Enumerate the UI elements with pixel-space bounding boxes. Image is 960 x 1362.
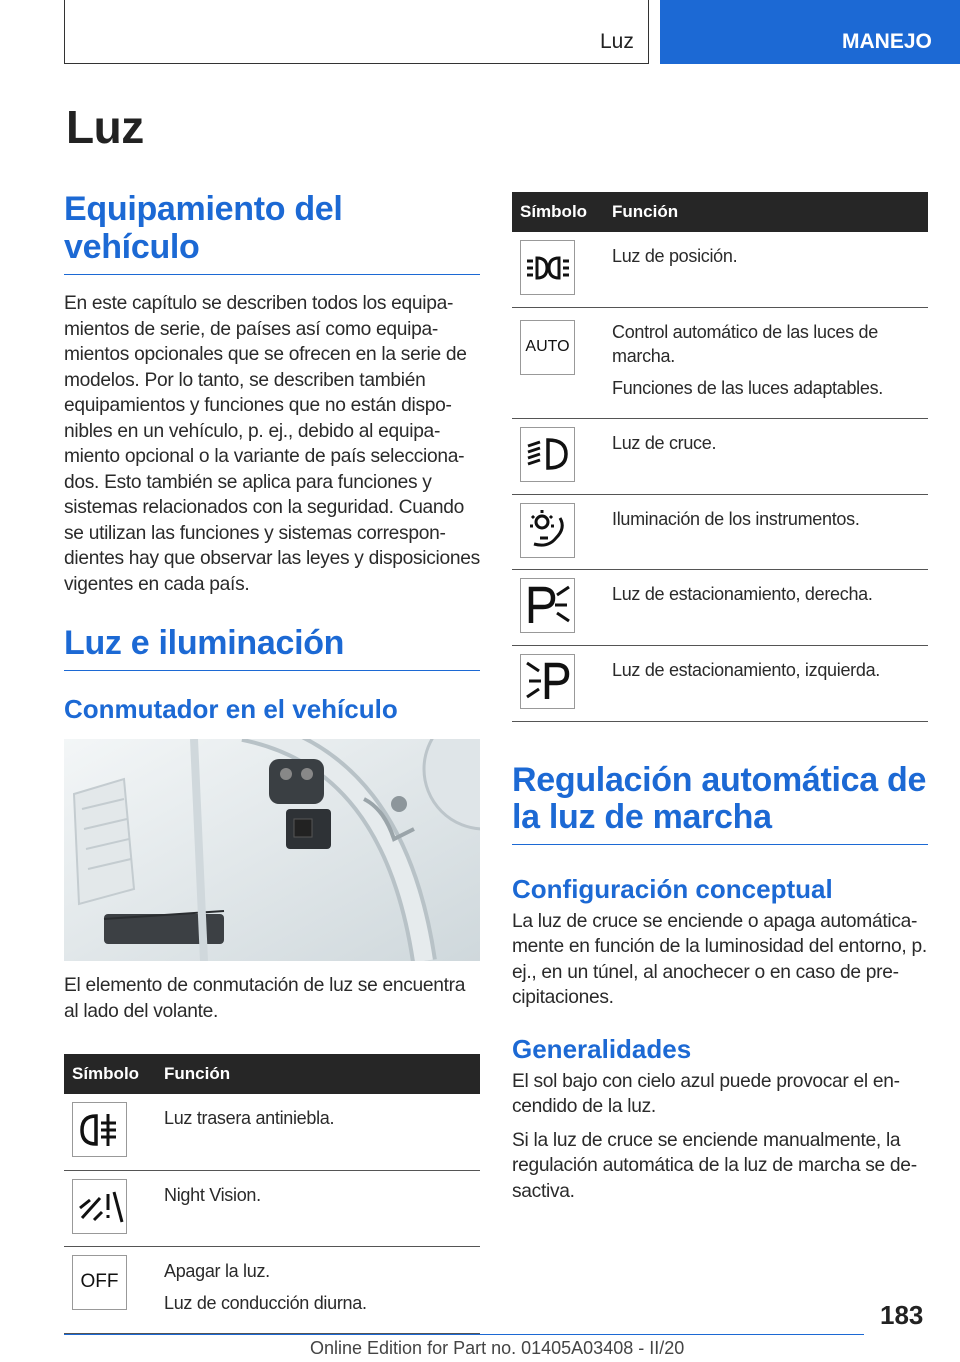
heading-configuracion: Configuración conceptual	[512, 873, 833, 904]
function-text: Night Vision.	[164, 1184, 261, 1205]
table-header-symbol: Símbolo	[64, 1054, 164, 1094]
function-text: Funciones de las luces adaptables.	[612, 377, 883, 398]
function-text: Iluminación de los instrumentos.	[612, 508, 860, 529]
steering-wheel-photo	[64, 739, 480, 961]
table-row	[512, 645, 928, 721]
instrument-illumination-icon	[520, 503, 575, 558]
parking-light-right-icon	[520, 578, 575, 633]
paragraph-generalidades-2: Si la luz de cruce se enciende manualmente, la regulación automática de la luz de marcha se desactiva.	[512, 1129, 918, 1202]
heading-conmutador: Conmutador en el vehículo	[64, 694, 398, 724]
heading-regulacion: Regulación automática de la luz de marcha	[512, 762, 928, 845]
table-row	[512, 418, 928, 494]
night-vision-icon	[72, 1179, 127, 1234]
header-section-label: Luz	[600, 30, 634, 53]
low-beam-icon	[520, 427, 575, 482]
paragraph-configuracion: La luz de cruce se enciende o apaga automáticamente en función de la luminosidad del entorno, p. ej., en un túnel, al anochecer o en caso de precipitaciones.	[512, 910, 927, 1008]
header-tab-label[interactable]: MANEJO	[842, 30, 932, 53]
header-frame	[64, 0, 649, 64]
table-row	[512, 232, 928, 307]
table-row	[512, 307, 928, 418]
footer-edition: Online Edition for Part no. 01405A03408 - II/20	[310, 1338, 685, 1358]
left-column	[64, 190, 480, 1334]
rear-fog-light-icon	[72, 1102, 127, 1157]
heading-equipamiento: Equipamiento del vehículo	[64, 190, 480, 275]
symbol-table-right	[512, 192, 928, 722]
heading-generalidades: Generalidades	[512, 1033, 692, 1064]
table-header-symbol: Símbolo	[512, 192, 612, 232]
off-icon: OFF	[72, 1255, 127, 1310]
function-text: Luz de estacionamiento, izquierda.	[612, 659, 880, 680]
function-text: Luz de estacionamiento, derecha.	[612, 583, 873, 604]
page-title: Luz	[66, 101, 144, 153]
paragraph-equipamiento: En este capítulo se describen todos los equipamientos de serie, de países así como equipamientos opcionales que se ofrecen en la serie de modelos. Por lo tanto, se describen también equipamientos y funciones que no están disponibles en un vehículo, p. ej., debido al equipamiento opcional o la variante de país seleccionados. Esto también se aplica para funciones y sistemas relacionados con la seguridad. Cuando se utilizan las funciones y sistemas correspondientes hay que observar las leyes y disposiciones vigentes en cada país.	[64, 293, 480, 595]
paragraph-generalidades-1: El sol bajo con cielo azul puede provocar el encendido de la luz.	[512, 1070, 901, 1117]
table-row	[512, 494, 928, 569]
table-header-function: Función	[164, 1054, 480, 1094]
function-text: Luz de cruce.	[612, 432, 717, 453]
footer-divider	[64, 1334, 864, 1335]
table-row	[64, 1170, 480, 1246]
table-row	[64, 1094, 480, 1170]
right-column	[512, 192, 928, 1204]
paragraph-conmutador: El elemento de conmutación de luz se encuentra al lado del volante.	[64, 975, 466, 1022]
function-text: Apagar la luz.	[164, 1260, 270, 1281]
parking-light-left-icon	[520, 654, 575, 709]
table-header-function: Función	[612, 192, 928, 232]
function-text: Luz trasera antiniebla.	[164, 1108, 335, 1128]
auto-icon: AUTO	[520, 320, 575, 375]
position-light-icon	[520, 240, 575, 295]
heading-luz-iluminacion: Luz e iluminación	[64, 624, 480, 671]
table-row	[64, 1246, 480, 1333]
function-text: Luz de posición.	[612, 246, 738, 266]
function-text: Luz de conducción diurna.	[164, 1292, 367, 1313]
function-text: Control automático de las luces de marcha.	[612, 321, 878, 366]
symbol-table-left	[64, 1054, 480, 1334]
table-row	[512, 569, 928, 645]
page-number: 183	[880, 1300, 924, 1330]
